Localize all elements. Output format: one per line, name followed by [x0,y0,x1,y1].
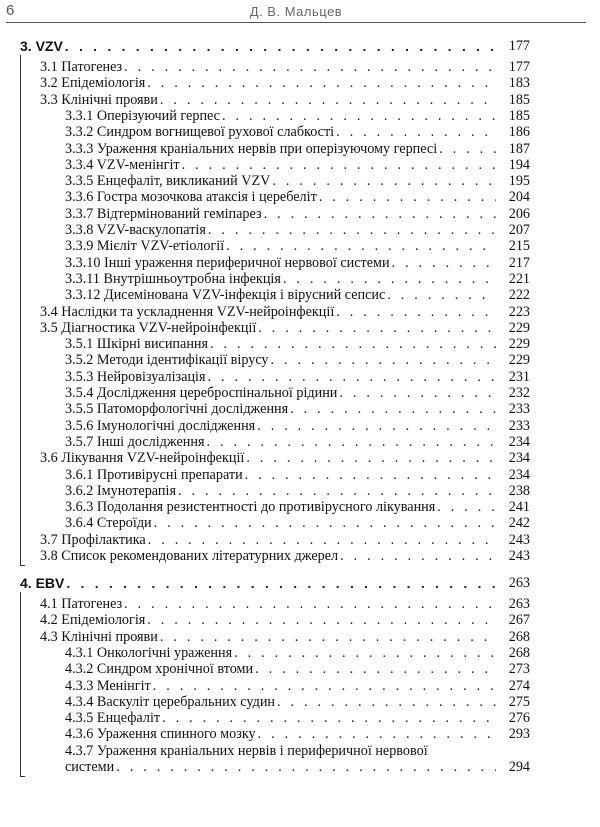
leader-dots [148,532,496,548]
leader-dots [258,726,496,742]
leader-dots [246,450,496,466]
toc-entry [65,726,530,742]
leader-dots [271,352,496,368]
toc-entry-title: 3.5.5 Патоморфологічні дослідження [65,401,289,418]
toc-entry-page: 275 [508,693,530,710]
toc-entry-title: 3.3.7 Відтермінований геміпарез [65,205,262,222]
toc-entry-page: 268 [508,644,530,661]
toc-entry-title: 3.3 Клінічні прояви [40,91,158,108]
leader-dots [340,548,496,564]
leader-dots [336,304,496,320]
toc-entry [65,255,530,271]
toc-entry-title: 3.5.2 Методи ідентифікації вірусу [65,352,269,369]
toc-entry [65,661,530,677]
toc-entry-title: 3.6 Лікування VZV-нейроінфекції [40,450,245,467]
leader-dots [178,483,496,499]
leader-dots [210,336,496,352]
toc-entry-page: 242 [508,515,530,532]
toc-entry-title: 3.3.12 Дисемінована VZV-інфекція і вірусний сепсис [65,287,386,304]
section-bracket-line [20,592,25,777]
toc-entry [65,645,530,661]
toc-entry-title: 3.6.3 Подолання резистентності до противірусного лікування [65,499,436,516]
page-header [6,2,586,23]
leader-dots [65,38,496,54]
toc-entry-page: 206 [508,205,530,222]
toc-entry-title: 3.3.3 Ураження краніальних нервів при оперізуючому герпесі [65,140,438,157]
running-header-author: Д. В. Мальцев [249,4,343,19]
toc-entry-title: 3.5.4 Дослідження цереброспінальної рідини [65,385,338,401]
leader-dots [206,434,496,450]
toc-chapter-entry [20,38,530,54]
toc-entry-title: 3.3.11 Внутрішньоутробна інфекція [65,270,281,287]
toc-entry-page: 263 [508,596,530,612]
toc-entry-title: 3.5 Діагностика VZV-нейроінфекції [40,319,257,336]
toc-entry-title: 3.8 Список рекомендованих літературних джерел [40,548,339,564]
toc-entry-page: 195 [508,173,530,190]
toc-entry-title: 4.2 Епідеміологія [40,612,146,629]
toc-entry [65,694,530,710]
toc-entry [65,157,530,173]
toc-entry-page: 243 [508,548,530,564]
toc-entry-page: 276 [508,710,530,727]
toc-entry-title: 3.6.2 Імунотерапія [65,482,176,499]
leader-dots [116,759,496,775]
toc-entry [65,173,530,189]
toc-entry-page: 177 [508,59,530,75]
toc-entry [40,59,530,75]
toc-entry [40,596,530,612]
toc-entry-title: 3. VZV [20,38,63,54]
toc-entry [65,418,530,434]
toc-entry-title: 4.3.4 Васкуліт церебральних судин [65,693,276,710]
toc-entry-page: 215 [508,238,530,255]
toc-entry-title: 3.5.6 Імунологічні дослідження [65,417,256,434]
leader-dots [336,124,496,140]
toc-entry [65,759,530,775]
toc-entry-title: 3.3.5 Енцефаліт, викликаний VZV [65,173,271,190]
toc-entry [40,612,530,628]
leader-dots [147,75,496,91]
toc-entry-page: 263 [508,575,530,591]
toc-entry-title: 3.3.2 Синдром вогнищевої рухової слабкості [65,124,335,141]
toc-entry-page: 238 [508,482,530,499]
toc-entry-page: 294 [508,759,530,775]
toc-entry [65,222,530,238]
toc-entry-title: 3.3.4 VZV-менінгіт [65,156,180,173]
leader-dots [124,596,496,612]
toc-entry-title: 3.5.7 Інші дослідження [65,433,205,450]
toc-entry-page: 233 [508,401,530,418]
toc-entry [65,124,530,140]
toc-entry-page: 267 [508,612,530,629]
toc-entry-title: 4.3.2 Синдром хронічної втоми [65,661,254,678]
toc-entry [40,320,530,336]
toc-entry-page: 268 [508,628,530,645]
toc-entry-page: 222 [508,287,530,304]
toc-entry [40,548,530,564]
leader-dots [208,369,496,385]
toc-entry-page: 229 [508,352,530,369]
toc-entry-title: 3.3.8 VZV-васкулопатія [65,222,206,238]
toc-entry-page: 231 [508,368,530,385]
toc-entry-page: 185 [508,107,530,124]
leader-dots [222,108,496,124]
toc-entry [40,75,530,91]
leader-dots [277,694,496,710]
toc-entry-title: 4.3.6 Ураження спинного мозку [65,726,256,743]
toc-entry [65,483,530,499]
toc-entry-title: 4.3.1 Онкологічні ураження [65,644,233,661]
leader-dots [264,206,496,222]
leader-dots [258,320,496,336]
toc-entry-title: 3.3.1 Оперізуючий герпес [65,107,220,124]
section-bracket-line [20,55,25,566]
toc-entry-title: 4.3 Клінічні прояви [40,628,158,645]
toc-entry-title: 3.3.6 Гостра мозочкова атаксія і церебеліт [65,189,317,206]
leader-dots [290,401,496,417]
toc-entry-page: 217 [508,254,530,271]
leader-dots [272,173,496,189]
toc-entry-page: 234 [508,466,530,483]
toc-entry-page: 194 [508,156,530,173]
toc-entry-title: 4.1 Патогенез [40,596,123,612]
toc-entry [65,710,530,726]
leader-dots [182,157,496,173]
toc-entry-page: 232 [508,385,530,401]
toc-entry [40,532,530,548]
toc-entry-title: 4.3.5 Енцефаліт [65,710,161,727]
toc-entry-page: 241 [508,499,530,516]
toc-entry [40,450,530,466]
leader-dots [234,645,496,661]
toc-entry-page: 177 [508,38,530,54]
toc-entry [40,629,530,645]
toc-entry [65,189,530,205]
toc-entry [65,499,530,515]
leader-dots [66,575,496,591]
toc-entry-page: 273 [508,661,530,678]
leader-dots [392,255,496,271]
toc-entry-title: 4. EBV [20,575,65,591]
toc-entry [65,369,530,385]
toc-entry [65,352,530,368]
toc-chapter-entry [20,575,530,591]
leader-dots [208,222,496,238]
toc-entry-title: 4.3.3 Менінгіт [65,677,151,694]
toc-entry-page: 229 [508,319,530,336]
toc-entry-title: 3.3.10 Інші ураження периферичної нервової системи [65,254,390,271]
toc-entry-title: 3.5.1 Шкірні висипання [65,336,209,353]
toc-entry [65,141,530,157]
leader-dots [226,238,496,254]
page-number: 6 [6,2,15,19]
leader-dots [153,678,496,694]
toc-entry [65,385,530,401]
toc-entry-title: 3.5.3 Нейровізуалізація [65,368,206,385]
toc-entry [40,92,530,108]
toc-entry [65,401,530,417]
leader-dots [437,499,496,515]
leader-dots [245,467,496,483]
toc-entry [65,434,530,450]
toc-entry-page: 234 [508,450,530,467]
leader-dots [339,385,496,401]
toc-entry [65,287,530,303]
leader-dots [439,141,496,157]
leader-dots [255,661,496,677]
toc-entry-page: 223 [508,303,530,320]
toc-entry-title: 3.3.9 Мієліт VZV-етіології [65,238,225,255]
leader-dots [387,287,496,303]
toc-entry [65,271,530,287]
leader-dots [162,710,496,726]
toc-entry [65,515,530,531]
toc-entry-title: 3.2 Епідеміологія [40,75,146,92]
toc-entry-page: 229 [508,336,530,353]
toc-entry-title-line2: системи [65,759,115,775]
toc-entry [65,678,530,694]
toc-entry [65,206,530,222]
toc-entry-page: 221 [508,270,530,287]
toc-entry-page: 234 [508,433,530,450]
toc-entry-page: 183 [508,75,530,92]
leader-dots [154,515,496,531]
toc-entry-page: 243 [508,531,530,548]
leader-dots [160,92,496,108]
toc-entry-title: 3.6.1 Противірусні препарати [65,466,243,483]
toc-entry-title: 3.1 Патогенез [40,59,123,75]
leader-dots [147,612,496,628]
toc-entry-page: 293 [508,726,530,743]
toc-entry-page: 204 [508,189,530,206]
toc-entry-title: 3.7 Профілактика [40,531,146,548]
toc-entry [65,108,530,124]
leader-dots [319,189,496,205]
toc-entry-page: 187 [508,140,530,157]
toc-entry-page: 233 [508,417,530,434]
leader-dots [160,629,496,645]
toc-entry [40,304,530,320]
toc-entry-page: 186 [508,124,530,141]
toc-entry [65,336,530,352]
toc-entry [65,238,530,254]
toc-entry-page: 274 [508,677,530,694]
leader-dots [283,271,496,287]
leader-dots [257,418,496,434]
toc-entry-title: 3.6.4 Стероїди [65,515,152,532]
toc-entry-title-line1: 4.3.7 Ураження краніальних нервів і периферичної нервової [65,742,428,759]
toc-entry-title: 3.4 Наслідки та ускладнення VZV-нейроінфекції [40,303,335,320]
toc-entry [65,467,530,483]
toc-entry-page: 185 [508,91,530,108]
leader-dots [124,59,496,75]
toc-entry-page: 207 [508,222,530,238]
